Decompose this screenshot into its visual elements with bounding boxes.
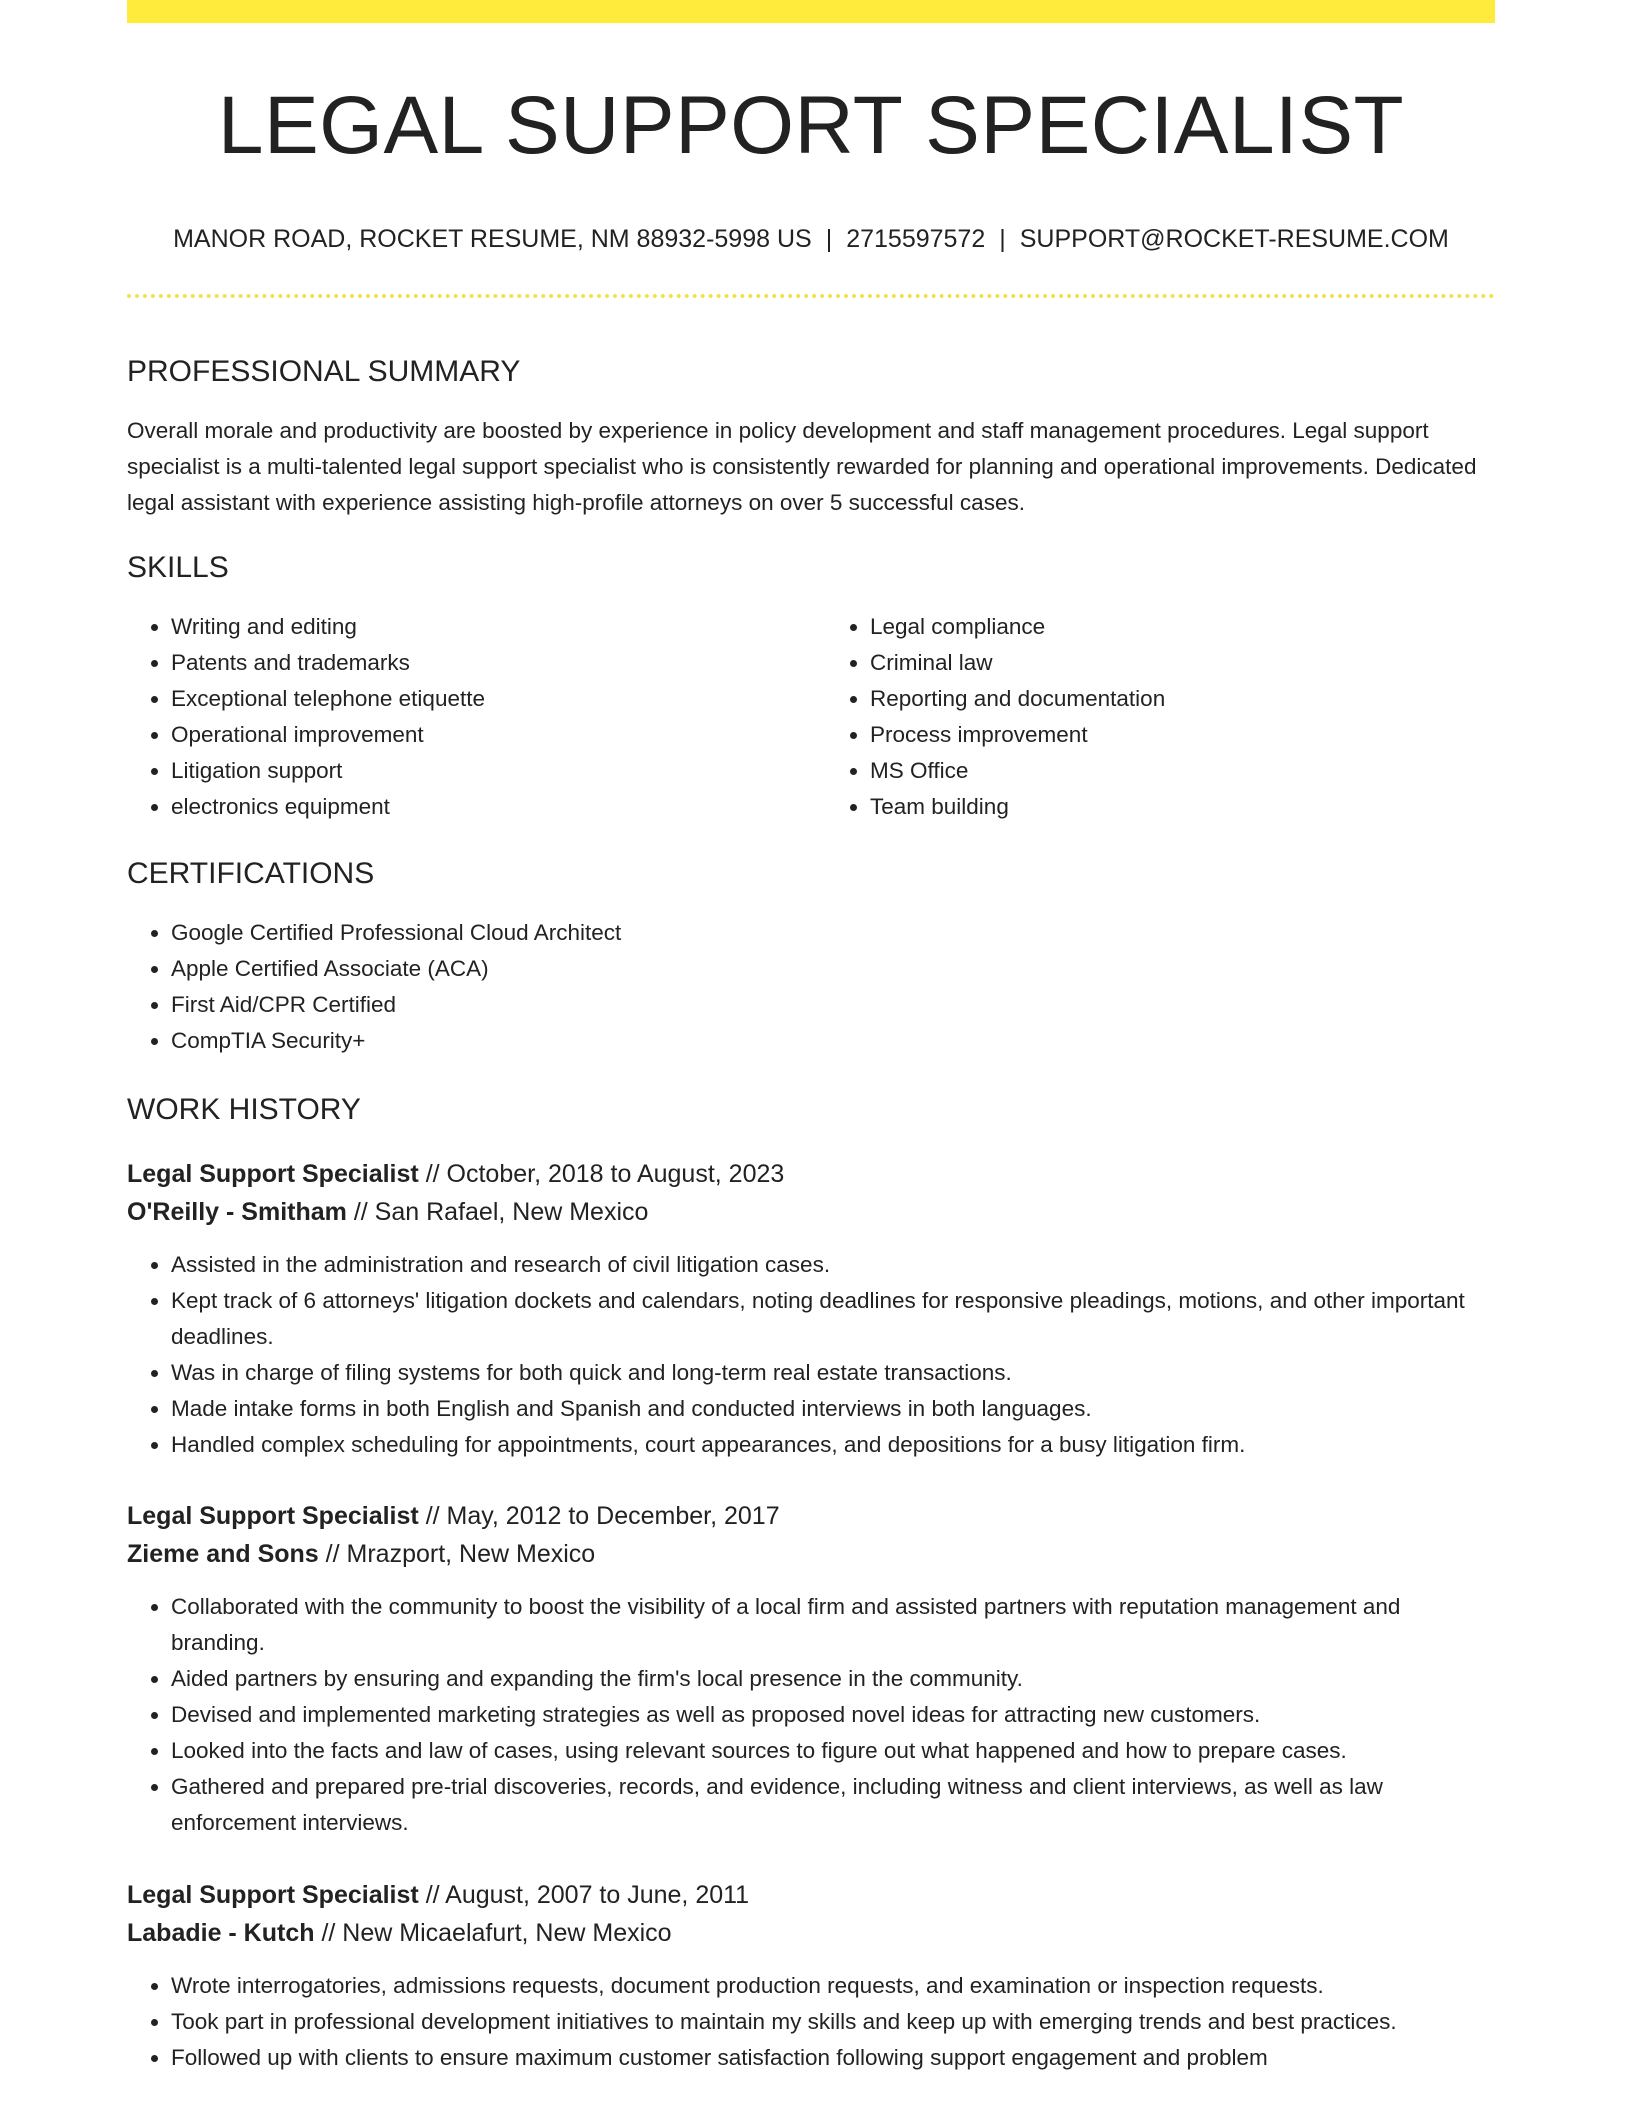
list-item: • Reporting and documentation [870,681,1495,717]
list-item: • Team building [870,789,1495,825]
certifications-section [127,859,1495,1059]
job-title-line [127,1876,1495,1914]
job-company-line [127,1193,1495,1231]
job-title: Legal Support Specialist [127,1160,419,1188]
address: MANOR ROAD, ROCKET RESUME, NM 88932-5998 US [173,225,812,253]
list-item: • Google Certified Professional Cloud Architect [171,915,1495,951]
list-item: • Apple Certified Associate (ACA) [171,951,1495,987]
summary-text: Overall morale and productivity are boosted by experience in policy development and staff management procedures. Legal support specialist is a multi-talented legal support specialist who is consistently rewarded for planning and operational improvements. Dedicated legal assistant with experience assisting high-profile attorneys on over 5 successful cases. [127,418,1477,515]
list-item: • MS Office [870,753,1495,789]
job-company-line [127,1914,1495,1952]
section-heading: WORK HISTORY [127,1093,361,1126]
company-name: O'Reilly - Smitham [127,1198,347,1226]
list-item: • Kept track of 6 attorneys' litigation dockets and calendars, noting deadlines for responsive pleadings, motions, and other important deadlines. [171,1283,1495,1355]
job-dates: // October, 2018 to August, 2023 [425,1160,785,1188]
job-title-line [127,1497,1495,1535]
list-item: • Gathered and prepared pre-trial discoveries, records, and evidence, including witness and client interviews, as well as law enforcement interviews. [171,1769,1495,1841]
job-company-line [127,1535,1495,1573]
section-heading: CERTIFICATIONS [127,857,375,890]
list-item: • Collaborated with the community to boost the visibility of a local firm and assisted partners with reputation management and branding. [171,1589,1495,1661]
list-item: • Operational improvement [171,717,796,753]
list-item: • Made intake forms in both English and Spanish and conducted interviews in both languages. [171,1391,1495,1427]
job-location: // San Rafael, New Mexico [353,1198,649,1226]
job-bullets [127,1247,1495,1463]
list-item: • Process improvement [870,717,1495,753]
section-heading: SKILLS [127,551,229,584]
list-item: • CompTIA Security+ [171,1023,1495,1059]
divider [127,294,1495,298]
list-item: • Aided partners by ensuring and expanding the firm's local presence in the community. [171,1661,1495,1697]
skills-columns [127,609,1495,825]
list-item: • Was in charge of filing systems for both quick and long-term real estate transactions. [171,1355,1495,1391]
skills-section [127,553,1495,825]
company-name: Zieme and Sons [127,1540,319,1568]
skills-list-left [127,609,796,825]
list-item: • Writing and editing [171,609,796,645]
list-item: • Litigation support [171,753,796,789]
job-location: // Mrazport, New Mexico [325,1540,596,1568]
list-item: • Legal compliance [870,609,1495,645]
resume-page [127,0,1495,2070]
list-item: • Exceptional telephone etiquette [171,681,796,717]
job-title-line [127,1155,1495,1193]
job-location: // New Micaelafurt, New Mexico [321,1919,672,1947]
list-item: • Assisted in the administration and research of civil litigation cases. [171,1247,1495,1283]
contact-line [127,227,1495,252]
job-title: Legal Support Specialist [127,1881,419,1909]
list-item: • Handled complex scheduling for appointments, court appearances, and depositions for a busy litigation firm. [171,1427,1495,1463]
job-entry [127,1497,1495,1841]
list-item: • Took part in professional development initiatives to maintain my skills and keep up with emerging trends and best practices. [171,2004,1495,2040]
resume-title: LEGAL SUPPORT SPECIALIST [217,80,1405,171]
work-history-section [127,1095,1495,1125]
job-title: Legal Support Specialist [127,1502,419,1530]
certifications-list [127,915,1495,1059]
list-item: • Wrote interrogatories, admissions requests, document production requests, and examination or inspection requests. [171,1968,1495,2004]
list-item: • First Aid/CPR Certified [171,987,1495,1023]
summary-section [127,357,1495,521]
list-item: • Patents and trademarks [171,645,796,681]
section-heading: PROFESSIONAL SUMMARY [127,355,521,388]
list-item: • Looked into the facts and law of cases, using relevant sources to figure out what happened and how to prepare cases. [171,1733,1495,1769]
email: SUPPORT@ROCKET-RESUME.COM [1019,225,1449,253]
job-dates: // August, 2007 to June, 2011 [425,1881,750,1909]
list-item: • Criminal law [870,645,1495,681]
phone: 2715597572 [846,225,986,253]
accent-bar [127,0,1495,23]
job-dates: // May, 2012 to December, 2017 [425,1502,780,1530]
job-bullets [127,1589,1495,1841]
list-item: • Devised and implemented marketing strategies as well as proposed novel ideas for attracting new customers. [171,1697,1495,1733]
list-item: • electronics equipment [171,789,796,825]
company-name: Labadie - Kutch [127,1919,315,1947]
job-bullets [127,1968,1495,2076]
separator: | [825,225,833,253]
job-entry [127,1876,1495,2076]
skills-list-right [826,609,1495,825]
job-entry [127,1155,1495,1463]
separator: | [999,225,1006,253]
list-item: • Followed up with clients to ensure maximum customer satisfaction following support engagement and problem [171,2040,1495,2076]
